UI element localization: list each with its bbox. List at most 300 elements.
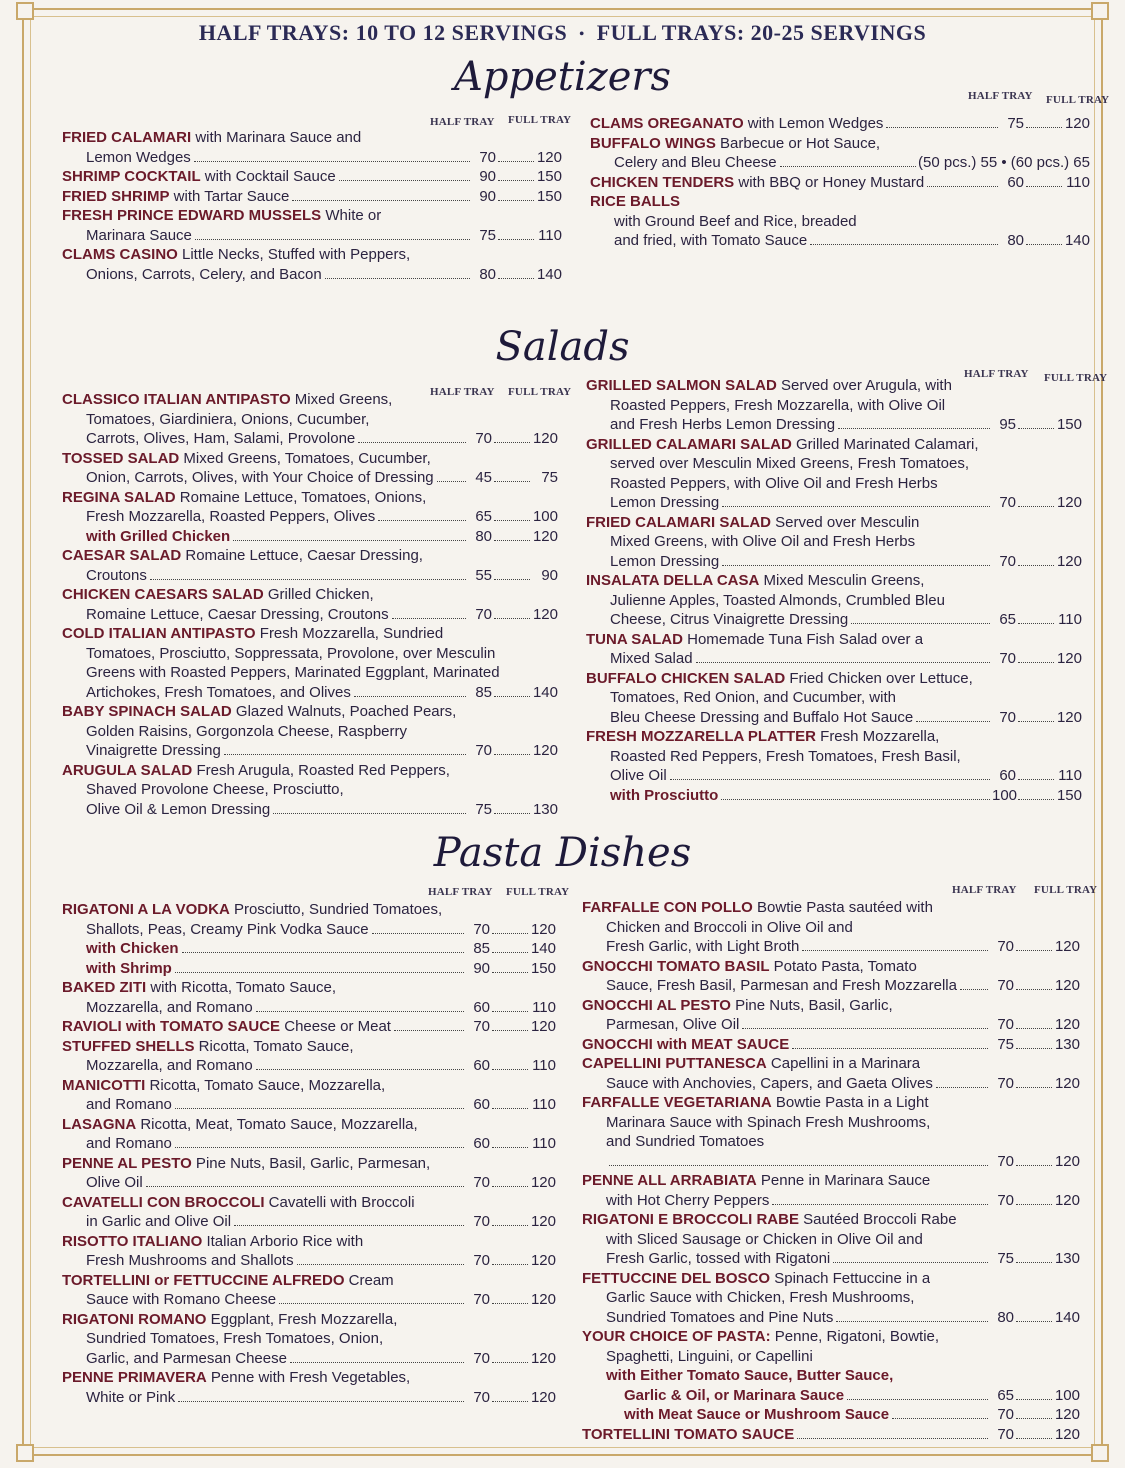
- menu-item-title: [586, 727, 939, 747]
- dot-leader: [1026, 127, 1062, 128]
- full-tray-price: 120: [1056, 494, 1082, 511]
- menu-item-name: GRILLED SALMON SALAD: [586, 377, 777, 394]
- menu-item-title: [582, 1093, 929, 1113]
- menu-item-line: [62, 900, 556, 920]
- menu-item-line: [582, 1015, 1080, 1035]
- full-tray-price: 120: [1054, 938, 1080, 955]
- menu-item-description: Sauce with Romano Cheese: [86, 1291, 277, 1308]
- dot-leader: [1016, 1087, 1052, 1088]
- menu-item-description: Sauce with Anchovies, Capers, and Gaeta Olives: [606, 1074, 933, 1092]
- dot-leader: [1018, 721, 1054, 722]
- full-tray-price: 120: [530, 1018, 556, 1035]
- dot-leader: [886, 127, 998, 128]
- menu-item-description: Lemon Dressing: [610, 494, 720, 511]
- full-tray-price: 110: [532, 1096, 556, 1113]
- menu-item-description: Olive Oil: [610, 767, 667, 784]
- dot-leader: [1026, 186, 1062, 187]
- full-tray-price: 140: [530, 940, 556, 957]
- menu-item-line: [582, 1327, 1080, 1347]
- col-label-full: FULL TRAY: [1034, 884, 1098, 896]
- menu-item-line: [590, 153, 1090, 173]
- half-tray-price: 90: [473, 959, 490, 977]
- menu-item: [62, 702, 558, 761]
- appetizers-right-column: [590, 114, 1090, 251]
- dot-leader: [1016, 1418, 1052, 1419]
- menu-item-line: [586, 610, 1082, 630]
- full-tray-price: 120: [530, 1213, 556, 1230]
- half-tray-price: 55: [475, 566, 492, 584]
- menu-item-name: TUNA SALAD: [586, 630, 683, 648]
- menu-item-description: Onions, Carrots, Celery, and Bacon: [86, 265, 322, 283]
- menu-item-title: [62, 585, 374, 605]
- half-tray-price: 60: [473, 1057, 490, 1074]
- dot-leader: [325, 278, 470, 279]
- menu-item-description: Fresh Mozzarella,: [815, 728, 940, 745]
- menu-item-name: RIGATONI E BROCCOLI RABE: [582, 1211, 799, 1228]
- menu-item-line: [62, 265, 562, 285]
- half-tray-price: 60: [1007, 173, 1024, 191]
- col-label-full: FULL TRAY: [508, 386, 572, 398]
- half-tray-price: 70: [997, 938, 1014, 955]
- menu-item-line: [586, 552, 1082, 572]
- half-tray-price: 70: [473, 1213, 490, 1230]
- menu-item-name: TORTELLINI TOMATO SAUCE: [582, 1425, 795, 1443]
- menu-item-description: Romaine Lettuce, Caesar Dressing,: [181, 547, 423, 564]
- dot-leader: [498, 200, 534, 201]
- menu-item-description: in Garlic and Olive Oil: [86, 1213, 232, 1230]
- menu-item: [62, 761, 558, 820]
- menu-item-description: Fresh Garlic, with Light Broth: [606, 938, 800, 955]
- menu-item-line: [62, 429, 558, 449]
- menu-item-description: Roasted Peppers, with Olive Oil and Fresh Herbs: [610, 474, 938, 492]
- menu-item-line: [582, 996, 1080, 1016]
- full-tray-price: 120: [532, 430, 558, 447]
- menu-sub-item: [586, 786, 1082, 806]
- dot-leader: [1018, 565, 1054, 566]
- menu-item: [586, 669, 1082, 728]
- menu-item-description: with Tartar Sauce: [169, 187, 290, 205]
- menu-item-name: BUFFALO WINGS: [590, 134, 716, 152]
- full-tray-price: 120: [1054, 1074, 1080, 1092]
- dot-leader: [721, 799, 990, 800]
- menu-item-description: Tomatoes, Prosciutto, Soppressata, Provolone, over Mesculin: [86, 644, 496, 662]
- menu-item: [586, 630, 1082, 669]
- half-tray-price: 60: [473, 998, 490, 1016]
- full-tray-price: 110: [532, 1135, 556, 1152]
- menu-item: [62, 1271, 556, 1310]
- menu-item-title: [62, 1368, 410, 1388]
- menu-item-description: Mixed Greens,: [290, 391, 393, 408]
- dot-leader: [1018, 779, 1054, 780]
- menu-item-description: Greens with Roasted Peppers, Marinated Eggplant, Marinated: [86, 664, 500, 681]
- menu-item-description: Prosciutto, Sundried Tomatoes,: [229, 901, 443, 918]
- pasta-left-column: [62, 900, 556, 1407]
- menu-item-line: [62, 1056, 556, 1076]
- menu-item-line: [586, 708, 1082, 728]
- menu-item-name: RICE BALLS: [590, 193, 680, 210]
- menu-item-line: [62, 187, 562, 207]
- menu-item-description: and Romano: [86, 1096, 172, 1113]
- full-tray-price: 110: [1058, 767, 1082, 784]
- menu-item-line: [62, 624, 558, 644]
- dot-leader: [1018, 506, 1054, 507]
- dot-leader: [256, 1011, 464, 1012]
- menu-item-title: [62, 624, 443, 644]
- menu-item-line: [62, 226, 562, 246]
- half-tray-price: 70: [473, 1018, 490, 1035]
- dot-leader: [492, 1186, 528, 1187]
- menu-item-name: RISOTTO ITALIANO: [62, 1232, 203, 1250]
- menu-item: [62, 546, 558, 585]
- menu-item-description: Barbecue or Hot Sauce,: [715, 134, 881, 152]
- dot-leader: [378, 520, 466, 521]
- menu-item-line: [62, 566, 558, 586]
- menu-item-line: [62, 1154, 556, 1174]
- menu-item: [62, 1115, 556, 1154]
- menu-item: [582, 1171, 1080, 1210]
- dot-leader: [498, 180, 534, 181]
- menu-item-description: Roasted Peppers, Fresh Mozzarella, with Olive Oil: [610, 396, 946, 414]
- menu-item: [62, 488, 558, 527]
- menu-item-title: [62, 900, 442, 920]
- full-tray-price: 140: [532, 683, 558, 701]
- menu-item-description: Glazed Walnuts, Poached Pears,: [231, 703, 457, 720]
- half-tray-price: 85: [473, 940, 490, 957]
- full-tray-price: 120: [1054, 1406, 1080, 1423]
- half-tray-price: 90: [479, 168, 496, 185]
- menu-item-line: [590, 192, 1090, 212]
- menu-item-name: STUFFED SHELLS: [62, 1037, 195, 1055]
- menu-item-title: [62, 1154, 430, 1174]
- dot-leader: [290, 1362, 464, 1363]
- half-tray-price: 70: [475, 430, 492, 447]
- menu-sub-item: [582, 1405, 1080, 1425]
- half-tray-price: 75: [479, 226, 496, 244]
- dot-leader: [1016, 989, 1052, 990]
- menu-item-line: [590, 114, 1090, 134]
- menu-item-line: [582, 937, 1080, 957]
- menu-item-name: RIGATONI A LA VODKA: [62, 901, 230, 918]
- dot-leader: [492, 1108, 528, 1109]
- dot-leader: [224, 754, 466, 755]
- menu-item-description: Julienne Apples, Toasted Almonds, Crumbled Bleu: [610, 591, 945, 609]
- half-tray-price: 60: [999, 767, 1016, 784]
- menu-item-title: [590, 192, 680, 212]
- menu-item-line: [586, 435, 1082, 455]
- menu-item-title: [582, 898, 933, 918]
- menu-item-name: ARUGULA SALAD: [62, 761, 193, 779]
- dot-leader: [492, 1147, 528, 1148]
- menu-item-line: [62, 1193, 556, 1213]
- menu-item-line: [62, 1115, 556, 1135]
- menu-item-name: FRIED CALAMARI: [62, 129, 192, 146]
- menu-item-name: CLAMS CASINO: [62, 246, 178, 263]
- full-tray-price: 140: [1064, 232, 1090, 249]
- dot-leader: [960, 989, 988, 990]
- menu-item-line: [62, 920, 556, 940]
- menu-item-name: CAVATELLI CON BROCCOLI: [62, 1193, 265, 1211]
- menu-item: [62, 167, 562, 187]
- menu-item: [586, 571, 1082, 630]
- menu-item-title: [586, 571, 924, 591]
- menu-item-title: [62, 167, 336, 187]
- menu-item-name: INSALATA DELLA CASA: [586, 572, 760, 589]
- half-tray-price: 60: [473, 1096, 490, 1113]
- corner-ornament: [16, 2, 34, 20]
- menu-item: [590, 114, 1090, 134]
- menu-item-name: with Prosciutto: [610, 786, 719, 804]
- dot-leader: [194, 161, 470, 162]
- menu-item-description: with Sliced Sausage or Chicken in Olive Oil and: [606, 1230, 923, 1248]
- menu-item-line: [586, 766, 1082, 786]
- menu-item-title: [62, 1193, 415, 1213]
- menu-item: [582, 898, 1080, 957]
- dot-leader: [492, 1362, 528, 1363]
- menu-item: [586, 435, 1082, 513]
- full-tray-price: 120: [530, 920, 556, 938]
- full-tray-price: 120: [1054, 1425, 1080, 1443]
- menu-item-line: [582, 1035, 1080, 1055]
- menu-item: [582, 1269, 1080, 1328]
- menu-item-name: CLASSICO ITALIAN ANTIPASTO: [62, 391, 291, 408]
- menu-item: [590, 192, 1090, 251]
- dot-leader: [1016, 1204, 1052, 1205]
- dot-leader: [175, 1108, 464, 1109]
- menu-item-name: GRILLED CALAMARI SALAD: [586, 435, 792, 453]
- menu-item-name: FARFALLE VEGETARIANA: [582, 1094, 772, 1111]
- menu-item-line: [62, 1368, 556, 1388]
- menu-item: [582, 1093, 1080, 1171]
- menu-item-description: Romaine Lettuce, Caesar Dressing, Croutons: [86, 605, 389, 623]
- menu-item-line: [582, 898, 1080, 918]
- menu-item-title: [582, 1210, 957, 1230]
- menu-item-description: Marinara Sauce: [86, 226, 192, 244]
- half-tray-price: 75: [475, 800, 492, 818]
- menu-item: [586, 513, 1082, 572]
- menu-item-title: [62, 1232, 363, 1252]
- menu-item: [582, 1210, 1080, 1269]
- full-tray-price: 120: [1064, 115, 1090, 132]
- menu-item-description: with Cocktail Sauce: [200, 168, 336, 185]
- dot-leader: [802, 950, 988, 951]
- corner-ornament: [16, 1444, 34, 1462]
- menu-item: [62, 1310, 556, 1369]
- dot-leader: [492, 1401, 528, 1402]
- dot-leader: [1016, 1048, 1052, 1049]
- menu-item-description: Sundried Tomatoes and Pine Nuts: [606, 1308, 834, 1326]
- menu-item-description: Onion, Carrots, Olives, with Your Choice of Dressing: [86, 469, 434, 486]
- half-tray-price: 70: [999, 650, 1016, 667]
- col-label-half: HALF TRAY: [430, 116, 495, 128]
- dot-leader: [1016, 1028, 1052, 1029]
- full-tray-price: 120: [1054, 1016, 1080, 1033]
- dot-leader: [256, 1069, 464, 1070]
- full-tray-price: 120: [530, 1291, 556, 1308]
- menu-item-name: with Shrimp: [86, 959, 172, 977]
- serving-info-header: [0, 20, 1125, 46]
- dot-leader: [279, 1303, 464, 1304]
- full-tray-price: 120: [532, 742, 558, 759]
- half-tray-price: 70: [997, 977, 1014, 994]
- menu-item-description: Mixed Greens, Tomatoes, Cucumber,: [179, 449, 431, 467]
- dot-leader: [847, 1399, 988, 1400]
- menu-item-title: [586, 513, 919, 533]
- menu-item-name: TORTELLINI or FETTUCCINE ALFREDO: [62, 1271, 345, 1289]
- menu-item-name: FRESH PRINCE EDWARD MUSSELS: [62, 207, 322, 224]
- dot-leader: [392, 618, 466, 619]
- dot-leader: [927, 186, 998, 187]
- menu-item-description: with Marinara Sauce and: [191, 129, 362, 146]
- half-tray-price: 70: [473, 1174, 490, 1191]
- menu-item-title: [62, 449, 431, 469]
- dot-leader: [498, 278, 534, 279]
- menu-item-description: with BBQ or Honey Mustard: [734, 173, 925, 191]
- menu-item: [62, 585, 558, 624]
- col-label-full: FULL TRAY: [1046, 94, 1110, 106]
- menu-item-title: [62, 206, 381, 226]
- dot-leader: [339, 180, 470, 181]
- menu-item: [62, 187, 562, 207]
- full-tray-price: 120: [532, 527, 558, 545]
- menu-item-line: [62, 206, 562, 226]
- half-tray-price: 70: [997, 1074, 1014, 1092]
- menu-item-line: [62, 245, 562, 265]
- menu-item-description: Fresh Garlic, tossed with Rigatoni: [606, 1250, 831, 1267]
- menu-item-name: BABY SPINACH SALAD: [62, 703, 232, 720]
- half-tray-price: 70: [475, 742, 492, 759]
- dot-leader: [494, 696, 530, 697]
- menu-item-line: [586, 571, 1082, 591]
- col-label-full: FULL TRAY: [506, 886, 570, 898]
- full-tray-price: 90: [541, 566, 558, 584]
- menu-item-description: Spinach Fettuccine in a: [770, 1269, 931, 1287]
- section-title-salads: Salads: [495, 324, 630, 370]
- menu-item-title: [62, 761, 450, 781]
- col-label-half: HALF TRAY: [968, 90, 1033, 102]
- full-tray-price: 110: [1058, 611, 1082, 628]
- dot-leader: [742, 1028, 988, 1029]
- dot-leader: [175, 972, 464, 973]
- menu-item-line: [586, 727, 1082, 747]
- menu-item-title: [62, 1310, 397, 1330]
- full-tray-price: 140: [1054, 1308, 1080, 1326]
- half-tray-price: 80: [475, 527, 492, 545]
- corner-ornament: [1091, 2, 1109, 20]
- menu-item-description: Pine Nuts, Basil, Garlic, Parmesan,: [191, 1154, 431, 1172]
- menu-item-line: [590, 173, 1090, 193]
- menu-item-description: Sauce, Fresh Basil, Parmesan and Fresh Mozzarella: [606, 977, 957, 994]
- menu-item-description: Mixed Greens, with Olive Oil and Fresh Herbs: [610, 533, 916, 550]
- menu-item-name: BAKED ZITI: [62, 979, 147, 996]
- menu-item-line: [62, 702, 558, 722]
- menu-item-line: [62, 546, 558, 566]
- menu-item-title: [590, 114, 883, 134]
- menu-item: [590, 173, 1090, 193]
- menu-item-line: [582, 1152, 1080, 1172]
- menu-item-name: with Grilled Chicken: [86, 527, 231, 545]
- menu-item-description: Marinara Sauce with Spinach Fresh Mushrooms,: [606, 1113, 931, 1131]
- menu-item-description: Mozzarella, and Romano: [86, 1057, 253, 1074]
- pasta-right-column: [582, 898, 1080, 1444]
- menu-item-line: [582, 1386, 1080, 1406]
- menu-item-description: and Fresh Herbs Lemon Dressing: [610, 416, 836, 433]
- half-tray-price: 45: [475, 469, 492, 486]
- half-tray-price: 70: [479, 148, 496, 166]
- dot-leader: [1016, 1262, 1052, 1263]
- half-tray-price: 65: [999, 611, 1016, 628]
- dot-leader: [1018, 799, 1054, 800]
- menu-item-title: [590, 173, 924, 193]
- menu-item: [62, 624, 558, 702]
- dot-leader: [494, 520, 530, 521]
- dot-leader: [833, 1262, 988, 1263]
- menu-item-name: CHICKEN CAESARS SALAD: [62, 586, 264, 603]
- dot-leader: [492, 1264, 528, 1265]
- menu-item: [62, 390, 558, 449]
- menu-item-description: Fresh Mozzarella, Roasted Peppers, Olives: [86, 508, 376, 525]
- dot-leader: [492, 972, 528, 973]
- menu-item-line: [582, 957, 1080, 977]
- menu-item-name: MANICOTTI: [62, 1076, 146, 1094]
- menu-item-line: [62, 468, 558, 488]
- section-title-pasta: Pasta Dishes: [433, 830, 692, 876]
- menu-item-description: Cream: [344, 1271, 394, 1289]
- menu-item-line: [582, 1405, 1080, 1425]
- col-label-half: HALF TRAY: [964, 368, 1029, 380]
- menu-item: [582, 1054, 1080, 1093]
- dot-leader: [273, 813, 466, 814]
- full-tray-price: 130: [532, 800, 558, 818]
- half-tray-price: 70: [999, 708, 1016, 726]
- half-tray-price: 70: [473, 920, 490, 938]
- menu-item-line: [62, 167, 562, 187]
- half-tray-price: 70: [999, 494, 1016, 511]
- menu-item-line: [582, 1366, 1080, 1386]
- menu-item-title: [582, 1054, 920, 1074]
- appetizers-left-column: [62, 128, 562, 284]
- half-tray-price: 100: [992, 786, 1018, 804]
- menu-item-line: [582, 1249, 1080, 1269]
- menu-item-line: [590, 231, 1090, 251]
- menu-item-line: [62, 1349, 556, 1369]
- menu-item-line: [62, 1212, 556, 1232]
- menu-item: [586, 376, 1082, 435]
- menu-item-line: [586, 415, 1082, 435]
- half-tray-price: 80: [1007, 232, 1024, 249]
- menu-item-description: and Romano: [86, 1135, 172, 1152]
- menu-item-line: [62, 978, 556, 998]
- half-tray-price: 70: [473, 1388, 490, 1406]
- menu-item-name: FETTUCCINE DEL BOSCO: [582, 1269, 771, 1287]
- dot-leader: [609, 1165, 988, 1166]
- menu-item-title: [62, 1017, 391, 1037]
- menu-item-name: RIGATONI ROMANO: [62, 1310, 207, 1328]
- section-title-appetizers: Appetizers: [453, 54, 672, 100]
- menu-item-title: [62, 1115, 418, 1135]
- half-tray-price: 85: [475, 683, 492, 701]
- menu-item-description: and Sundried Tomatoes: [606, 1133, 765, 1150]
- menu-item-line: [582, 1171, 1080, 1191]
- menu-item: [586, 727, 1082, 786]
- menu-item-line: [62, 1134, 556, 1154]
- menu-item-description: Mixed Mesculin Greens,: [759, 572, 925, 589]
- menu-item-line: [586, 493, 1082, 513]
- menu-sub-item: [62, 959, 556, 979]
- menu-item-line: [62, 488, 558, 508]
- menu-item-title: [62, 1037, 354, 1057]
- menu-item-description: Celery and Bleu Cheese: [614, 154, 777, 171]
- full-tray-price: 100: [1054, 1386, 1080, 1404]
